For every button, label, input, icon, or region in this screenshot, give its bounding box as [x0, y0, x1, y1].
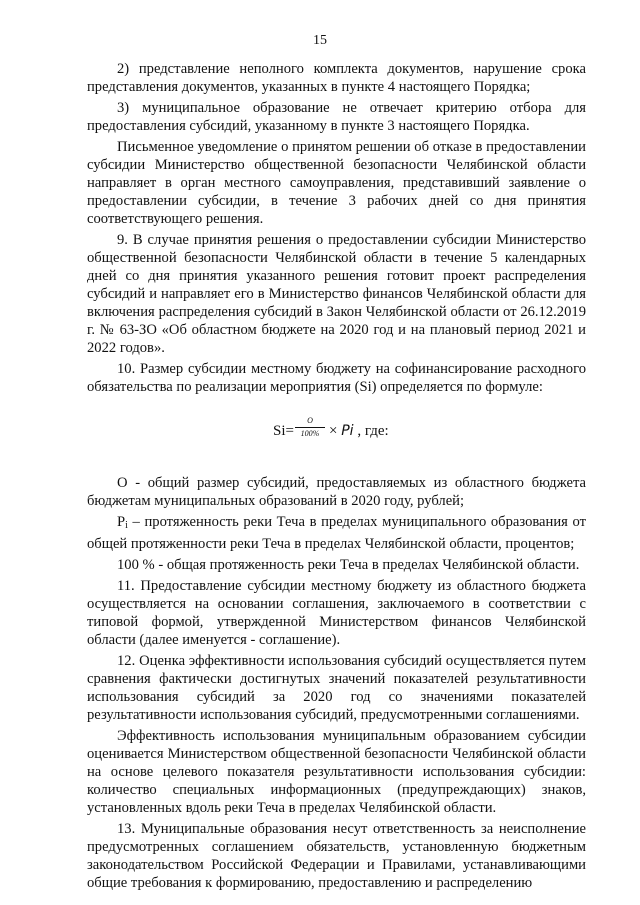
paragraph: Эффективность использования муниципальным образованием субсидии оценивается Министерством общественной безопасности Челябинской области на основе целевого показателя результативности использования субсидии: количество специальных информационных (предупреждающих) знаков, установленных вдоль реки Теча в пределах Челябинской области. — [87, 728, 586, 816]
formula-pi: Pi — [341, 423, 354, 439]
paragraph: 10. Размер субсидии местному бюджету на софинансирование расходного обязательства по реализации мероприятия (Si) определяется по формуле: — [87, 361, 586, 395]
p-definition-text: – протяженность реки Теча в пределах муниципального образования от общей протяженности реки Теча в пределах Челябинской области, процентов; — [87, 514, 586, 552]
paragraph: 12. Оценка эффективности использования субсидий осуществляется путем сравнения фактически достигнутых значений показателей результативности использования субсидий за 2020 год со значениями показателей результативности использования субсидий, предусмотренными соглашениями. — [87, 653, 586, 723]
formula-denominator: 100% — [300, 429, 320, 438]
paragraph: 13. Муниципальные образования несут ответственность за неисполнение предусмотренных соглашением обязательств, установленную бюджетным законодательством Российской Федерации и Правилами, устанавливающими общие требования к формированию, предоставлению и распределению — [87, 821, 586, 891]
formula-lhs: Si= — [273, 423, 294, 439]
paragraph: 9. В случае принятия решения о предоставлении субсидии Министерство общественной безопасности Челябинской области в течение 5 календарных дней со дня принятия указанного решения готовит проект распределения субсидий и направляет его в Министерство финансов Челябинской области для включения распределения субсидий в Закон Челябинской области от 26.12.2019 г. № 63-ЗО «Об областном бюджете на 2020 год и на плановый период 2021 и 2022 годов». — [87, 232, 586, 356]
formula-fraction — [295, 416, 325, 439]
paragraph: Письменное уведомление о принятом решении об отказе в предоставлении субсидии Министерство общественной безопасности Челябинской области направляет в орган местного самоуправления, представивший заявление о предоставлении субсидии, в течение 3 рабочих дней со дня принятия соответствующего решения. — [87, 139, 586, 227]
page-number: 15 — [313, 33, 327, 48]
formula-times: × — [329, 423, 342, 439]
formula-suffix: , где: — [353, 423, 389, 439]
definition-percent: 100 % - общая протяженность реки Теча в пределах Челябинской области. — [117, 557, 580, 573]
definition-o: О - общий размер субсидий, предоставляемых из областного бюджета бюджетам муниципальных образований в 2020 году, рублей; — [87, 475, 586, 509]
paragraph: 3) муниципальное образование не отвечает критерию отбора для предоставления субсидий, указанному в пункте 3 настоящего Порядка. — [87, 100, 586, 134]
paragraph: 11. Предоставление субсидии местному бюджету из областного бюджета осуществляется на основании соглашения, заключаемого в соответствии с типовой формой, утвержденной Министерством финансов Челябинской области (далее именуется - соглашение). — [87, 578, 586, 648]
document-body — [87, 60, 586, 895]
definition-pi — [87, 513, 586, 553]
p-subscript: i — [125, 520, 128, 531]
paragraph: 2) представление неполного комплекта документов, нарушение срока представления документов, указанных в пункте 4 настоящего Порядка; — [87, 61, 586, 95]
formula-rhs — [329, 422, 389, 440]
formula-numerator: O — [295, 416, 325, 428]
p-symbol: P — [117, 514, 126, 530]
subsidy-formula — [273, 416, 586, 446]
